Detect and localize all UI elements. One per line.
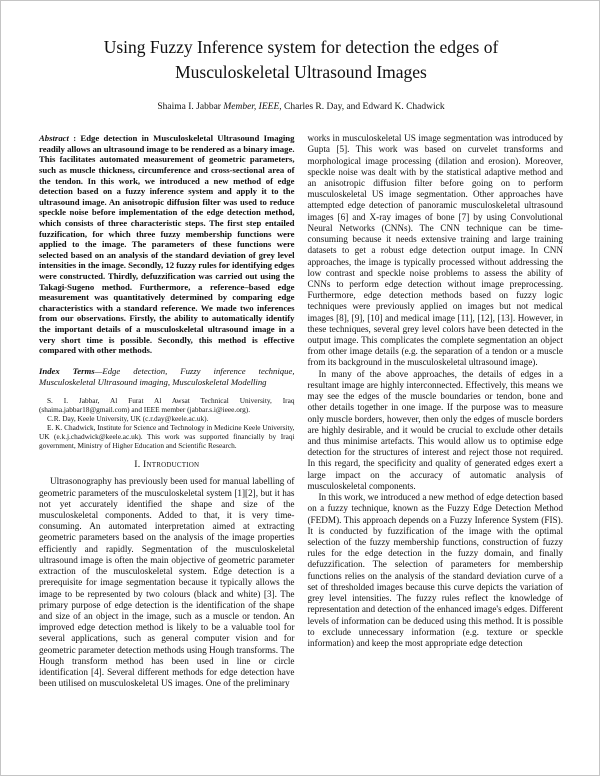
abstract-separator: : [68,133,81,144]
introduction-paragraph: Ultrasonography has previously been used for manual labelling of geometric parameters of the musculoskeletal system [1][2], but it has not yet accurately identified the shape and size of the musculoskeletal components. Added to that, it is very time-consuming. An automated interpretation aimed at extracting geometric parameters based on the analysis of the image properties efficiently and rapidly. Segmentation of the musculoskeletal ultrasound image is often the main objective of geometric parameter extraction of the musculoskeletal system. Edge detection is a prerequisite for image segmentation because it typically allows the image to be represented by two colours (black and white) [3]. The primary purpose of edge detection is the identification of the shape and size of an object in the image, such as a muscle or tendon. An improved edge detection method is likely to be a valuable tool for several applications, such as general computer vision and for geometric parameter detection methods using Hough transforms. The Hough transform method has been used in line or circle identification [4]. Several different methods for edge detection have been utilised on musculoskeletal US images. One of the preliminary [39,476,295,689]
section-heading-introduction: I. Introduction [134,459,200,471]
body-paragraph-1: works in musculoskeletal US image segmentation was introduced by Gupta [5]. This work was based on curvelet transforms and morphological image processing (dilation and erosion). Moreover, speckle noise was dealt with by the statistical adaptive method and an anisotropic diffusion filter before going on to perform musculoskeletal US image segmentation. Other approaches have attempted edge detection of panoramic musculoskeletal ultrasound images [6] and X-ray images of bone [7] by using Convolutional Neural Networks (CNNs). The CNN technique can be time-consuming because it needs extensive training and large training datasets to get a robust edge detection output image. In CNN approaches, the image is typically processed without addressing the low contrast and speckle noise problems to assess the ability of CNNs to perform edge detection without image preprocessing. Furthermore, edge detection methods based on fuzzy logic techniques were previously applied on images but not medical images [8], [9], [10] and medical image [11], [12], [13]. However, in these techniques, several grey level colors have been detected in the output image. This complicates the complete segmentation an object from other image details (e.g. the separation of a tendon or a muscle from its background in the musculoskeletal ultrasound image). [307,133,563,368]
abstract-label: Abstract [39,133,69,144]
paper-title: Using Fuzzy Inference system for detection the edges of Musculoskeletal Ultrasound Images [103,37,499,83]
footnote-line-3: E. K. Chadwick, Institute for Science and Technology in Medicine Keele University, UK (e.k.j.chadwick@keele.ac.uk). This work was supported financially by Iraqi government, Ministry of Higher Education and Scientific Research. [39,423,295,451]
footnote-line-1: S. I. Jabbar, Al Furat Al Awsat Technical University, Iraq (shaima.jabbar18@gmail.com) and IEEE member (jabbar.s.i@ieee.org). [39,396,295,415]
index-terms-text: —Edge detection, Fuzzy inference technique, Musculoskeletal Ultrasound imaging, Musculoskeletal Modelling [39,365,295,387]
abstract-text: Edge detection in Musculoskeletal Ultrasound Imaging readily allows an ultrasound image to be rendered as a binary image. This facilitates automated measurement of geometric parameters, such as muscle thickness, circumference and cross-sectional area of the tendon. In this work, we introduced a new method of edge detection based on a fuzzy inference system and apply it to the ultrasound image. An anisotropic diffusion filter was used to reduce speckle noise before implementation of the edge detection method, which consists of three characteristic steps. The first step entailed fuzzification, for which three fuzzy membership functions were applied to the image. The parameters of these functions were selected based on an analysis of the standard deviation of grey level intensities in the image. Secondly, 12 fuzzy rules for identifying edges were constructed. Thirdly, defuzzification was carried out using the Takagi-Sugeno method. Furthermore, a reference–based edge measurement was quantitatively determined by comparing edge characteristics with a standard reference. We made two inferences from our observations. Firstly, the ability to automatically identify the important details of a musculoskeletal ultrasound image in a very short time is possible. Secondly, this method is effective compared with other methods. [39,133,295,356]
body-paragraph-3: In this work, we introduced a new method of edge detection based on a fuzzy technique, known as the Fuzzy Edge Detection Method (FEDM). This approach depends on a Fuzzy Inference System (FIS). It is conducted by fuzzification of the image with the optimal selection of the fuzzy membership functions, construction of fuzzy rules for the edge detection in the fuzzy domain, and finally defuzzification. The selection of parameters for membership functions relies on the analysis of the standard deviation curve of a set of thresholded images because this curve depicts the variation of grey level intensities. The fuzzy rules reflect the knowledge of representation and detection of the enhanced image's edges. Different levels of information can be deduced using this method. It is possible to exclude unnecessary information (e.g. texture or speckle information) and keep the most appropriate edge detection [307,492,563,648]
author-membership: Member, IEEE [223,101,280,112]
authors-line [39,101,563,113]
author-names-rest: , Charles R. Day, and Edward K. Chadwick [279,101,445,112]
right-column [308,133,564,689]
abstract-paragraph [39,133,295,356]
two-column-body [39,133,563,689]
footnote-line-2: C.R. Day, Keele University, UK (c.r.day@keele.ac.uk). [47,414,209,424]
index-terms-paragraph [39,366,295,387]
left-column [39,133,295,689]
author-name-first: Shaima I. Jabbar [157,101,224,112]
footnote-block [39,396,295,450]
body-paragraph-2: In many of the above approaches, the details of edges in a resultant image are highly interconnected. Effectively, this means we may see the edges of the muscle boundaries or tendon, bone and other details together in one image. If the purpose was to measure only muscle borders, however, then only the edges of muscle borders are highly desirable, and it would be crucial to exclude other details and thus minimise artefacts. This would allow us to optimise edge detection for the structures of interest and reject those not required. In this regard, the specificity and quality of generated edges exert a large impact on the accuracy of automatic analysis of musculoskeletal components. [307,368,563,491]
index-terms-label: Index Terms [39,365,95,376]
